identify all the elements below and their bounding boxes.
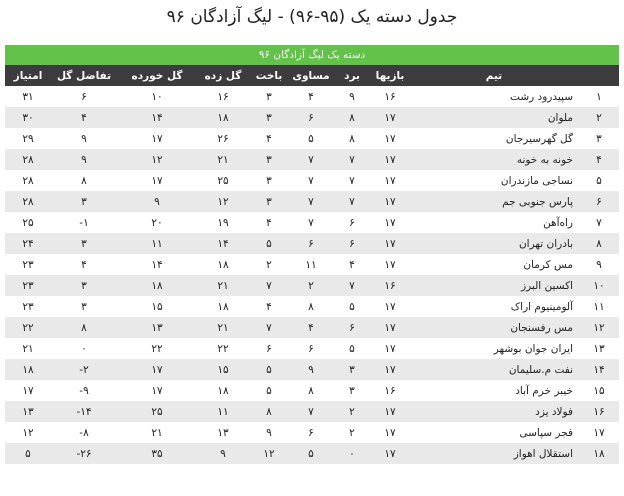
played-cell: ۱۶	[371, 380, 409, 401]
drawn-cell: ۵	[289, 128, 333, 149]
goals-against-cell: ۹	[117, 191, 197, 212]
played-cell: ۱۷	[371, 107, 409, 128]
points-cell: ۲۸	[5, 170, 51, 191]
played-cell: ۱۷	[371, 233, 409, 254]
table-caption: دسته یک لیگ آزادگان ۹۶	[5, 45, 619, 65]
goals-for-cell: ۲۶	[197, 128, 249, 149]
col-drawn: مساوی	[289, 65, 333, 86]
points-cell: ۲۸	[5, 191, 51, 212]
team-cell: ملوان	[409, 107, 579, 128]
team-cell: نساجی مازندران	[409, 170, 579, 191]
goal-diff-cell: -۹	[51, 380, 117, 401]
won-cell: ۸	[333, 128, 371, 149]
goals-against-cell: ۱۳	[117, 317, 197, 338]
team-cell: اکسین البرز	[409, 275, 579, 296]
team-cell: استقلال اهواز	[409, 443, 579, 464]
page-title: جدول دسته یک (۹۵-۹۶) - لیگ آزادگان ۹۶	[166, 7, 458, 27]
rank-cell: ۱۱	[579, 296, 619, 317]
goals-for-cell: ۱۲	[197, 191, 249, 212]
rank-cell: ۱۴	[579, 359, 619, 380]
table-row	[5, 254, 619, 275]
table-row	[5, 191, 619, 212]
lost-cell: ۲	[249, 254, 289, 275]
lost-cell: ۶	[249, 338, 289, 359]
played-cell: ۱۷	[371, 212, 409, 233]
rank-cell: ۷	[579, 212, 619, 233]
league-table	[5, 65, 619, 464]
table-row	[5, 128, 619, 149]
lost-cell: ۹	[249, 422, 289, 443]
goals-for-cell: ۲۱	[197, 275, 249, 296]
goals-for-cell: ۱۵	[197, 359, 249, 380]
played-cell: ۱۷	[371, 149, 409, 170]
goal-diff-cell: ۹	[51, 128, 117, 149]
won-cell: ۷	[333, 149, 371, 170]
lost-cell: ۷	[249, 275, 289, 296]
goal-diff-cell: -۲۶	[51, 443, 117, 464]
table-row	[5, 338, 619, 359]
team-cell: خونه به خونه	[409, 149, 579, 170]
table-row	[5, 296, 619, 317]
lost-cell: ۳	[249, 191, 289, 212]
team-cell: مس رفسنجان	[409, 317, 579, 338]
goal-diff-cell: ۳	[51, 275, 117, 296]
team-cell: فولاد یزد	[409, 401, 579, 422]
goal-diff-cell: ۹	[51, 149, 117, 170]
drawn-cell: ۴	[289, 86, 333, 107]
goals-against-cell: ۱۷	[117, 170, 197, 191]
goal-diff-cell: ۸	[51, 317, 117, 338]
won-cell: ۵	[333, 338, 371, 359]
won-cell: ۶	[333, 233, 371, 254]
goal-diff-cell: ۸	[51, 170, 117, 191]
lost-cell: ۳	[249, 170, 289, 191]
table-row	[5, 317, 619, 338]
lost-cell: ۴	[249, 296, 289, 317]
lost-cell: ۴	[249, 128, 289, 149]
won-cell: ۰	[333, 443, 371, 464]
lost-cell: ۵	[249, 359, 289, 380]
rank-cell: ۱۸	[579, 443, 619, 464]
rank-cell: ۲	[579, 107, 619, 128]
won-cell: ۳	[333, 359, 371, 380]
team-cell: نفت م.سلیمان	[409, 359, 579, 380]
table-row	[5, 443, 619, 464]
lost-cell: ۵	[249, 380, 289, 401]
goal-diff-cell: -۲	[51, 359, 117, 380]
goals-for-cell: ۱۶	[197, 86, 249, 107]
points-cell: ۲۴	[5, 233, 51, 254]
lost-cell: ۴	[249, 212, 289, 233]
won-cell: ۴	[333, 254, 371, 275]
lost-cell: ۷	[249, 317, 289, 338]
goals-for-cell: ۱۸	[197, 380, 249, 401]
team-cell: گل گهرسیرجان	[409, 128, 579, 149]
goals-for-cell: ۱۱	[197, 401, 249, 422]
goals-against-cell: ۱۴	[117, 254, 197, 275]
table-row	[5, 275, 619, 296]
team-cell: بادران تهران	[409, 233, 579, 254]
goals-for-cell: ۹	[197, 443, 249, 464]
goals-against-cell: ۱۵	[117, 296, 197, 317]
team-cell: فجر سپاسی	[409, 422, 579, 443]
col-lost: باخت	[249, 65, 289, 86]
table-row	[5, 422, 619, 443]
table-row	[5, 359, 619, 380]
goal-diff-cell: ۴	[51, 107, 117, 128]
goals-for-cell: ۱۸	[197, 296, 249, 317]
drawn-cell: ۱۱	[289, 254, 333, 275]
goals-against-cell: ۱۴	[117, 107, 197, 128]
drawn-cell: ۴	[289, 317, 333, 338]
col-goals-against: گل خورده	[117, 65, 197, 86]
goal-diff-cell: -۱	[51, 212, 117, 233]
team-cell: سپیدرود رشت	[409, 86, 579, 107]
rank-cell: ۱۳	[579, 338, 619, 359]
table-row	[5, 149, 619, 170]
points-cell: ۲۸	[5, 149, 51, 170]
team-cell: مس کرمان	[409, 254, 579, 275]
points-cell: ۲۱	[5, 338, 51, 359]
goals-against-cell: ۱۱	[117, 233, 197, 254]
goals-for-cell: ۱۳	[197, 422, 249, 443]
won-cell: ۳	[333, 380, 371, 401]
table-row	[5, 401, 619, 422]
won-cell: ۲	[333, 401, 371, 422]
points-cell: ۳۱	[5, 86, 51, 107]
played-cell: ۱۷	[371, 191, 409, 212]
goals-against-cell: ۱۷	[117, 359, 197, 380]
lost-cell: ۸	[249, 401, 289, 422]
goals-for-cell: ۲۱	[197, 317, 249, 338]
goal-diff-cell: ۳	[51, 191, 117, 212]
goals-against-cell: ۱۷	[117, 128, 197, 149]
points-cell: ۲۳	[5, 254, 51, 275]
goals-against-cell: ۲۲	[117, 338, 197, 359]
table-row	[5, 212, 619, 233]
drawn-cell: ۲	[289, 275, 333, 296]
col-goals-for: گل زده	[197, 65, 249, 86]
played-cell: ۱۷	[371, 317, 409, 338]
rank-cell: ۸	[579, 233, 619, 254]
lost-cell: ۳	[249, 86, 289, 107]
points-cell: ۲۲	[5, 317, 51, 338]
team-cell: خیبر خرم آباد	[409, 380, 579, 401]
goal-diff-cell: ۶	[51, 86, 117, 107]
played-cell: ۱۷	[371, 296, 409, 317]
drawn-cell: ۷	[289, 191, 333, 212]
points-cell: ۲۵	[5, 212, 51, 233]
table-row	[5, 86, 619, 107]
drawn-cell: ۷	[289, 170, 333, 191]
col-team: تیم	[409, 65, 579, 86]
drawn-cell: ۶	[289, 338, 333, 359]
drawn-cell: ۶	[289, 233, 333, 254]
goals-against-cell: ۱۰	[117, 86, 197, 107]
played-cell: ۱۶	[371, 275, 409, 296]
points-cell: ۱۷	[5, 380, 51, 401]
goals-against-cell: ۲۱	[117, 422, 197, 443]
points-cell: ۱۳	[5, 401, 51, 422]
goals-for-cell: ۱۴	[197, 233, 249, 254]
col-played: بازیها	[371, 65, 409, 86]
drawn-cell: ۶	[289, 107, 333, 128]
played-cell: ۱۶	[371, 86, 409, 107]
drawn-cell: ۸	[289, 380, 333, 401]
rank-cell: ۶	[579, 191, 619, 212]
rank-cell: ۱۲	[579, 317, 619, 338]
won-cell: ۶	[333, 212, 371, 233]
drawn-cell: ۶	[289, 422, 333, 443]
goal-diff-cell: ۳	[51, 233, 117, 254]
won-cell: ۵	[333, 296, 371, 317]
played-cell: ۱۷	[371, 170, 409, 191]
goals-for-cell: ۱۸	[197, 107, 249, 128]
col-goal-diff: تفاضل گل	[51, 65, 117, 86]
goals-for-cell: ۱۸	[197, 254, 249, 275]
won-cell: ۲	[333, 422, 371, 443]
points-cell: ۲۹	[5, 128, 51, 149]
goals-against-cell: ۳۵	[117, 443, 197, 464]
goal-diff-cell: ۴	[51, 254, 117, 275]
table-row	[5, 170, 619, 191]
lost-cell: ۳	[249, 149, 289, 170]
goals-for-cell: ۱۹	[197, 212, 249, 233]
goals-for-cell: ۲۱	[197, 149, 249, 170]
played-cell: ۱۷	[371, 254, 409, 275]
rank-cell: ۵	[579, 170, 619, 191]
rank-cell: ۱۰	[579, 275, 619, 296]
won-cell: ۷	[333, 275, 371, 296]
goals-against-cell: ۲۰	[117, 212, 197, 233]
col-rank	[579, 65, 619, 86]
won-cell: ۷	[333, 170, 371, 191]
table-row	[5, 380, 619, 401]
played-cell: ۱۷	[371, 359, 409, 380]
goals-against-cell: ۱۲	[117, 149, 197, 170]
goals-against-cell: ۱۸	[117, 275, 197, 296]
points-cell: ۱۲	[5, 422, 51, 443]
col-won: برد	[333, 65, 371, 86]
goal-diff-cell: -۸	[51, 422, 117, 443]
drawn-cell: ۵	[289, 443, 333, 464]
team-cell: پارس جنوبی جم	[409, 191, 579, 212]
rank-cell: ۱	[579, 86, 619, 107]
goals-for-cell: ۲۲	[197, 338, 249, 359]
rank-cell: ۴	[579, 149, 619, 170]
rank-cell: ۱۶	[579, 401, 619, 422]
points-cell: ۲۳	[5, 296, 51, 317]
col-points: امتیاز	[5, 65, 51, 86]
goal-diff-cell: -۱۴	[51, 401, 117, 422]
rank-cell: ۳	[579, 128, 619, 149]
played-cell: ۱۷	[371, 338, 409, 359]
played-cell: ۱۷	[371, 128, 409, 149]
goal-diff-cell: ۰	[51, 338, 117, 359]
lost-cell: ۱۲	[249, 443, 289, 464]
points-cell: ۲۳	[5, 275, 51, 296]
table-row	[5, 233, 619, 254]
played-cell: ۱۷	[371, 422, 409, 443]
points-cell: ۳۰	[5, 107, 51, 128]
lost-cell: ۳	[249, 107, 289, 128]
goals-for-cell: ۲۵	[197, 170, 249, 191]
goals-against-cell: ۱۷	[117, 380, 197, 401]
goal-diff-cell: ۳	[51, 296, 117, 317]
played-cell: ۱۷	[371, 401, 409, 422]
points-cell: ۵	[5, 443, 51, 464]
won-cell: ۹	[333, 86, 371, 107]
team-cell: آلومینیوم اراک	[409, 296, 579, 317]
table-row	[5, 107, 619, 128]
points-cell: ۱۸	[5, 359, 51, 380]
won-cell: ۷	[333, 191, 371, 212]
drawn-cell: ۷	[289, 212, 333, 233]
drawn-cell: ۸	[289, 296, 333, 317]
goals-against-cell: ۲۵	[117, 401, 197, 422]
header-row	[5, 65, 619, 86]
won-cell: ۶	[333, 317, 371, 338]
lost-cell: ۵	[249, 233, 289, 254]
played-cell: ۱۷	[371, 443, 409, 464]
drawn-cell: ۷	[289, 149, 333, 170]
rank-cell: ۹	[579, 254, 619, 275]
rank-cell: ۱۵	[579, 380, 619, 401]
drawn-cell: ۹	[289, 359, 333, 380]
team-cell: ایران جوان بوشهر	[409, 338, 579, 359]
won-cell: ۸	[333, 107, 371, 128]
rank-cell: ۱۷	[579, 422, 619, 443]
drawn-cell: ۷	[289, 401, 333, 422]
team-cell: راه‌آهن	[409, 212, 579, 233]
